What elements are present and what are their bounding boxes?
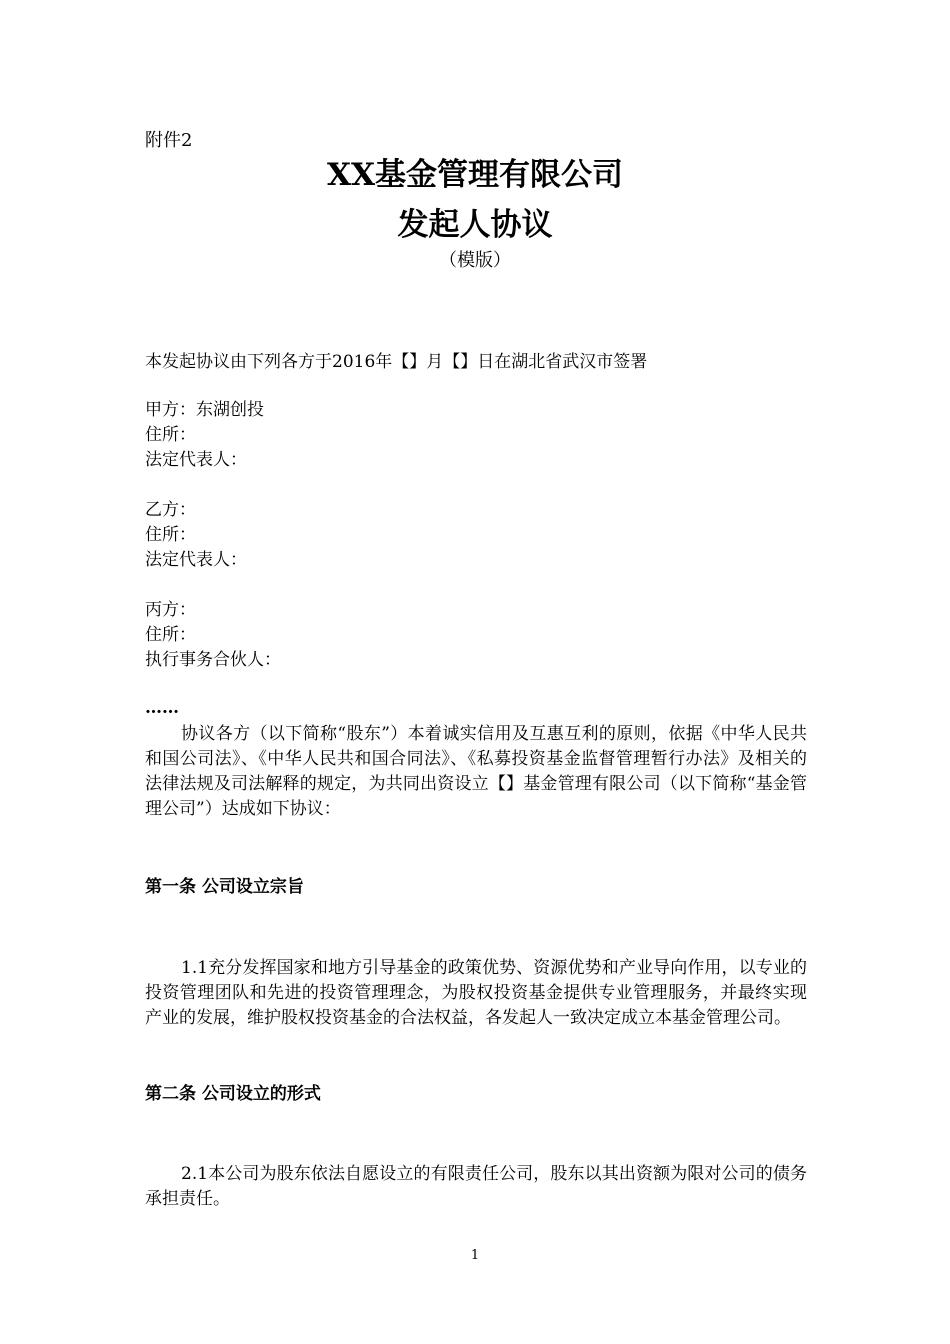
- party-c-representative: 执行事务合伙人：: [145, 650, 281, 670]
- party-c-address: 住所：: [145, 625, 196, 645]
- document-title-company: XX基金管理有限公司: [326, 157, 624, 193]
- article-2-clause: 2.1本公司为股东依法自愿设立的有限责任公司，股东以其出资额为限对公司的债务承担责任。: [145, 1164, 807, 1209]
- party-a-representative: 法定代表人：: [145, 450, 247, 470]
- document-subtitle: （模版）: [439, 250, 511, 271]
- article-1-clause: 1.1充分发挥国家和地方引导基金的政策优势、资源优势和产业导向作用，以专业的投资管理团队和先进的投资管理理念，为股权投资基金提供专业管理服务，并最终实现产业的发展，维护股权投资基金的合法权益，各发起人一致决定成立本基金管理公司。: [145, 958, 807, 1028]
- party-b-representative: 法定代表人：: [145, 550, 247, 570]
- intro-statement: 本发起协议由下列各方于2016年【】月【】日在湖北省武汉市签署: [145, 352, 648, 372]
- attachment-label: 附件2: [145, 130, 193, 151]
- preamble-paragraph: 协议各方（以下简称“股东”）本着诚实信用及互惠互利的原则，依据《中华人民共和国公司法》、《中华人民共和国合同法》、《私募投资基金监督管理暂行办法》及相关的法律法规及司法解释的规定，为共同出资设立【】基金管理有限公司（以下简称“基金管理公司”）达成如下协议：: [145, 724, 807, 819]
- article-2-heading: 第二条 公司设立的形式: [145, 1084, 321, 1104]
- party-a-address: 住所：: [145, 425, 196, 445]
- party-b-name: 乙方：: [145, 500, 196, 520]
- document-title-agreement: 发起人协议: [397, 207, 553, 243]
- party-a-name: 甲方：东湖创投: [145, 400, 264, 420]
- party-c-name: 丙方：: [145, 600, 196, 620]
- article-1-heading: 第一条 公司设立宗旨: [145, 877, 304, 897]
- page-number: 1: [470, 1248, 480, 1263]
- ellipsis-mark: ……: [145, 698, 179, 718]
- party-b-address: 住所：: [145, 525, 196, 545]
